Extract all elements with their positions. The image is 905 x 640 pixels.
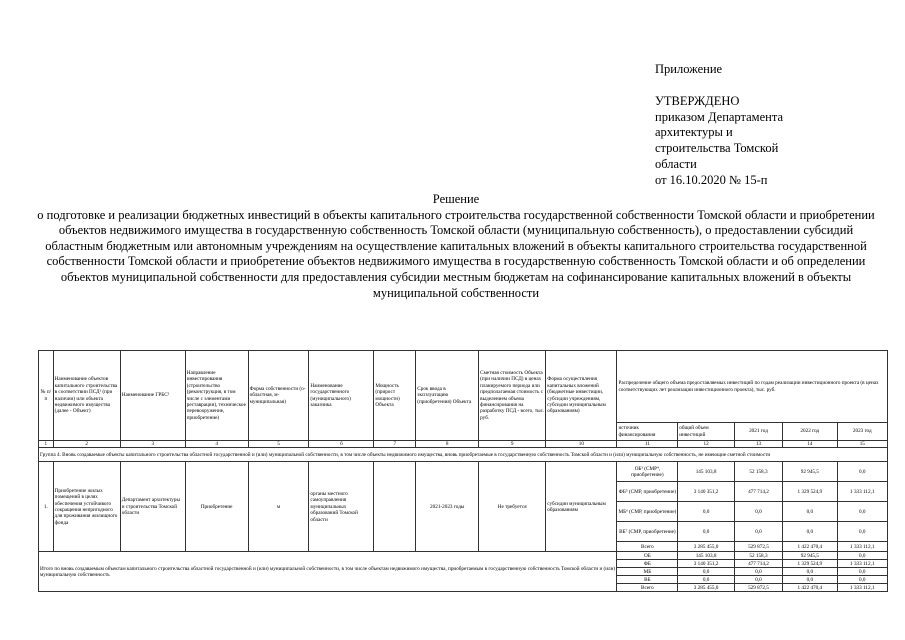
col-number: 13 bbox=[734, 441, 782, 448]
totals-2022: 92 945,5 bbox=[783, 552, 838, 560]
totals-2022: 1 422 470,4 bbox=[783, 584, 838, 592]
object-ownership: м bbox=[248, 462, 309, 552]
approval-line: от 16.10.2020 № 15-п bbox=[655, 172, 768, 187]
investment-table bbox=[38, 350, 888, 592]
col-number: 8 bbox=[416, 441, 479, 448]
finance-source: ОБ³ (СМР⁴, приобретение) bbox=[617, 462, 678, 482]
totals-2021: 529 872,5 bbox=[734, 584, 782, 592]
header-2021: 2021 год bbox=[734, 423, 782, 441]
col-number: 4 bbox=[185, 441, 248, 448]
col-number: 1 bbox=[39, 441, 54, 448]
finance-2021: 477 714,2 bbox=[734, 482, 782, 502]
finance-source: Всего bbox=[617, 542, 678, 552]
header-customer: Наименование государственного (муниципального) заказчика bbox=[309, 351, 374, 441]
object-capacity bbox=[374, 462, 416, 552]
col-number: 12 bbox=[678, 441, 735, 448]
finance-2022: 1 422 470,4 bbox=[783, 542, 838, 552]
group-title: Группа 4. Вновь создаваемые объекты капитального строительства областной государственной и (или) муниципальной собственности, в том числе объекты недвижимого имущества, вновь приобретаемые в государственную собственность Томской области и (или) муниципальную собственность, не имеющие сметной стоимости bbox=[39, 448, 888, 462]
finance-2023: 1 333 112,1 bbox=[837, 542, 887, 552]
col-number: 11 bbox=[617, 441, 678, 448]
finance-total: 0,0 bbox=[678, 502, 735, 522]
header-source: источник финансирования bbox=[617, 423, 678, 441]
decision-title: Решение bbox=[432, 192, 480, 206]
totals-total: 0,0 bbox=[678, 576, 735, 584]
object-direction: Приобретение bbox=[185, 462, 248, 552]
finance-2023: 0,0 bbox=[837, 522, 887, 542]
col-number: 7 bbox=[374, 441, 416, 448]
header-num: № п/п bbox=[39, 351, 54, 441]
totals-total: 0,0 bbox=[678, 568, 735, 576]
object-row bbox=[39, 462, 888, 482]
appendix-label: Приложение bbox=[655, 62, 723, 76]
finance-2021: 0,0 bbox=[734, 502, 782, 522]
finance-source: МБ⁶ (СМР, приобретение) bbox=[617, 502, 678, 522]
finance-2023: 0,0 bbox=[837, 502, 887, 522]
approval-line: приказом Департамента bbox=[655, 109, 783, 124]
col-number: 14 bbox=[783, 441, 838, 448]
totals-2023: 0,0 bbox=[837, 552, 887, 560]
object-name: Приобретение жилых помещений в целях обеспечения устойчивого сокращения непригодного для проживания жилищного фонда bbox=[53, 462, 120, 552]
totals-2021: 477 714,2 bbox=[734, 560, 782, 568]
totals-row bbox=[39, 552, 888, 560]
finance-source: ФБ⁵ (СМР, приобретение) bbox=[617, 482, 678, 502]
totals-2021: 0,0 bbox=[734, 576, 782, 584]
totals-label: Итого по вновь создаваемым объектам капитального строительства областной государственной и (или) муниципальной собственности, в том числе объектам недвижимого имущества, приобретаемым в государственную собственность Томской области и (или) муниципальную собственность bbox=[39, 552, 617, 592]
totals-2022: 0,0 bbox=[783, 576, 838, 584]
totals-2023: 0,0 bbox=[837, 568, 887, 576]
finance-total: 3 140 351,2 bbox=[678, 482, 735, 502]
header-name: Наименование объектов капитального строительства в соответствии ПСД¹ (при наличии) или объекта недвижимого имущества (далее - Объект) bbox=[53, 351, 120, 441]
col-number: 10 bbox=[546, 441, 617, 448]
finance-2021: 52 158,3 bbox=[734, 462, 782, 482]
decision-text: о подготовке и реализации бюджетных инвестиций в объекты капитального строительства государственной собственности Томской области и приобретении объектов недвижимого имущества в государственную собственность Томской области (муниципальную собственность), о предоставлении субсидий областным бюджетным или автономным учреждениям на осуществление капитальных вложений в объекты капитального строительства государственной собственности Томской области и приобретение объектов недвижимого имущества в государственную собственность Томской области и об определении объектов муниципальной собственности для предоставления субсидии местным бюджетам на софинансирование капитальных вложений в объекты муниципальной собственности bbox=[37, 207, 875, 300]
totals-2022: 0,0 bbox=[783, 568, 838, 576]
finance-2022: 0,0 bbox=[783, 522, 838, 542]
totals-source: Всего bbox=[617, 584, 678, 592]
approval-line: УТВЕРЖДЕНО bbox=[655, 93, 740, 108]
col-number: 15 bbox=[837, 441, 887, 448]
finance-2021: 0,0 bbox=[734, 522, 782, 542]
totals-source: ОБ bbox=[617, 552, 678, 560]
finance-source: ВБ⁷ (СМР, приобретение) bbox=[617, 522, 678, 542]
approval-line: строительства Томской bbox=[655, 141, 779, 156]
header-direction: Направление инвестирования (строительство (реконструкция, в том числе с элементами реставрации), техническое перевооружение, приобретение) bbox=[185, 351, 248, 441]
totals-total: 145 103,8 bbox=[678, 552, 735, 560]
header-grbs: Наименование ГРБС² bbox=[120, 351, 185, 441]
col-number: 3 bbox=[120, 441, 185, 448]
finance-2022: 1 329 524,9 bbox=[783, 482, 838, 502]
header-2022: 2022 год bbox=[783, 423, 838, 441]
object-period: 2021-2023 годы bbox=[416, 462, 479, 552]
finance-2023: 0,0 bbox=[837, 462, 887, 482]
totals-2023: 0,0 bbox=[837, 576, 887, 584]
header-distribution: Распределение общего объема предоставляемых инвестиций по годам реализации инвестиционного проекта (в ценах соответствующих лет реализации инвестиционного проекта), тыс. руб. bbox=[617, 351, 888, 423]
finance-total: 3 285 455,0 bbox=[678, 542, 735, 552]
totals-source: ВБ bbox=[617, 576, 678, 584]
header-total: общий объем инвестиций bbox=[678, 423, 735, 441]
col-number: 9 bbox=[479, 441, 546, 448]
totals-source: МБ bbox=[617, 568, 678, 576]
finance-2021: 529 872,5 bbox=[734, 542, 782, 552]
totals-2022: 1 329 524,9 bbox=[783, 560, 838, 568]
approval-line: области bbox=[655, 156, 697, 171]
approval-line: архитектуры и bbox=[655, 125, 733, 140]
finance-2022: 0,0 bbox=[783, 502, 838, 522]
approval-block bbox=[655, 62, 885, 189]
object-form: субсидии муниципальным образованиям bbox=[546, 462, 617, 552]
header-2023: 2023 год bbox=[837, 423, 887, 441]
finance-2023: 1 333 112,1 bbox=[837, 482, 887, 502]
header-cost: Сметная стоимость Объекта (при наличии ПСД) в ценах планируемого периода или предполагаемая стоимость с выделением объема финансирования на разработку ПСД - всего, тыс. руб. bbox=[479, 351, 546, 441]
finance-total: 145 103,8 bbox=[678, 462, 735, 482]
totals-2023: 1 333 112,1 bbox=[837, 560, 887, 568]
col-number: 6 bbox=[309, 441, 374, 448]
header-row bbox=[39, 351, 888, 423]
totals-2023: 1 333 112,1 bbox=[837, 584, 887, 592]
object-grbs: Департамент архитектуры и строительства Томской области bbox=[120, 462, 185, 552]
group-row bbox=[39, 448, 888, 462]
decision-block bbox=[36, 192, 876, 301]
header-ownership: Форма собственности (о-областная, м-муниципальная) bbox=[248, 351, 309, 441]
totals-total: 3 140 351,2 bbox=[678, 560, 735, 568]
col-number: 2 bbox=[53, 441, 120, 448]
finance-2022: 92 945,5 bbox=[783, 462, 838, 482]
object-num: 1. bbox=[39, 462, 54, 552]
object-customer: органы местного самоуправления муниципальных образований Томской области bbox=[309, 462, 374, 552]
totals-source: ФБ bbox=[617, 560, 678, 568]
column-number-row bbox=[39, 441, 888, 448]
header-capacity: Мощность (прирост мощности) Объекта bbox=[374, 351, 416, 441]
col-number: 5 bbox=[248, 441, 309, 448]
totals-2021: 52 158,3 bbox=[734, 552, 782, 560]
totals-total: 3 285 455,0 bbox=[678, 584, 735, 592]
header-form: Форма осуществления капитальных вложений (бюджетные инвестиции, субсидии учреждениям, субсидии муниципальным образованиям) bbox=[546, 351, 617, 441]
finance-total: 0,0 bbox=[678, 522, 735, 542]
header-period: Срок ввода в эксплуатацию (приобретения) Объекта bbox=[416, 351, 479, 441]
totals-2021: 0,0 bbox=[734, 568, 782, 576]
object-cost: Не требуется bbox=[479, 462, 546, 552]
